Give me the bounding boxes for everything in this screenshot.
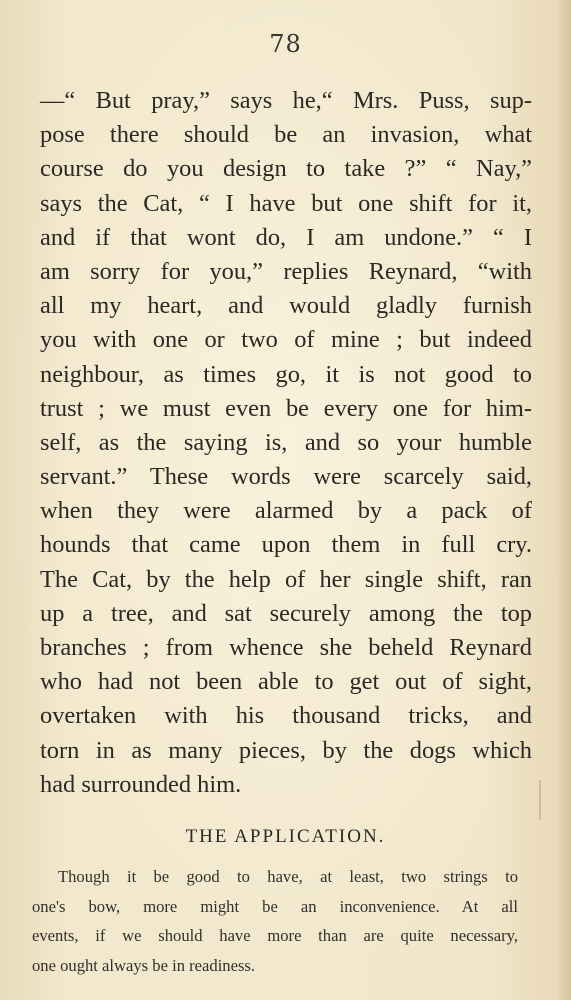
text-line: all my heart, and would gladly furnish	[40, 292, 532, 320]
text-line: who had not been able to get out of sight,	[40, 668, 532, 696]
text-line: you with one or two of mine ; but indeed	[40, 326, 532, 354]
text-line: course do you design to take ?” “ Nay,”	[40, 155, 532, 183]
body-text	[40, 84, 532, 802]
text-line: torn in as many pieces, by the dogs which	[40, 736, 532, 764]
text-line: says the Cat, “ I have but one shift for it,	[40, 189, 532, 217]
text-line: servant.” These words were scarcely said,	[40, 463, 532, 491]
text-line: neighbour, as times go, it is not good to	[40, 360, 532, 388]
section-heading: THE APPLICATION.	[185, 826, 386, 847]
text-line: am sorry for you,” replies Reynard, “with	[40, 257, 532, 285]
text-line: self, as the saying is, and so your humble	[40, 428, 532, 456]
page-number: 78	[269, 30, 302, 58]
application-text	[32, 862, 518, 980]
page-edge-shadow	[557, 0, 571, 1000]
text-line: and if that wont do, I am undone.” “ I	[40, 223, 532, 251]
text-line: when they were alarmed by a pack of	[40, 497, 532, 525]
text-line: —“ But pray,” says he,“ Mrs. Puss, sup-	[40, 87, 532, 114]
text-line: pose there should be an invasion, what	[40, 121, 532, 149]
application-line: events, if we should have more than are quite necessary,	[32, 926, 518, 945]
text-line: hounds that came upon them in full cry.	[40, 531, 532, 559]
text-line: trust ; we must even be every one for him-	[40, 394, 532, 422]
paper-crease	[539, 780, 541, 820]
text-line: had surrounded him.	[40, 770, 242, 798]
application-line: Though it be good to have, at least, two strings to	[58, 867, 518, 886]
text-line: The Cat, by the help of her single shift, ran	[40, 565, 532, 593]
application-line: one's bow, more might be an inconvenience. At all	[32, 896, 518, 916]
text-line: branches ; from whence she beheld Reynard	[40, 634, 532, 661]
text-line: up a tree, and sat securely among the top	[40, 599, 532, 627]
application-line: one ought always be in readiness.	[32, 955, 256, 975]
text-line: overtaken with his thousand tricks, and	[40, 702, 532, 730]
